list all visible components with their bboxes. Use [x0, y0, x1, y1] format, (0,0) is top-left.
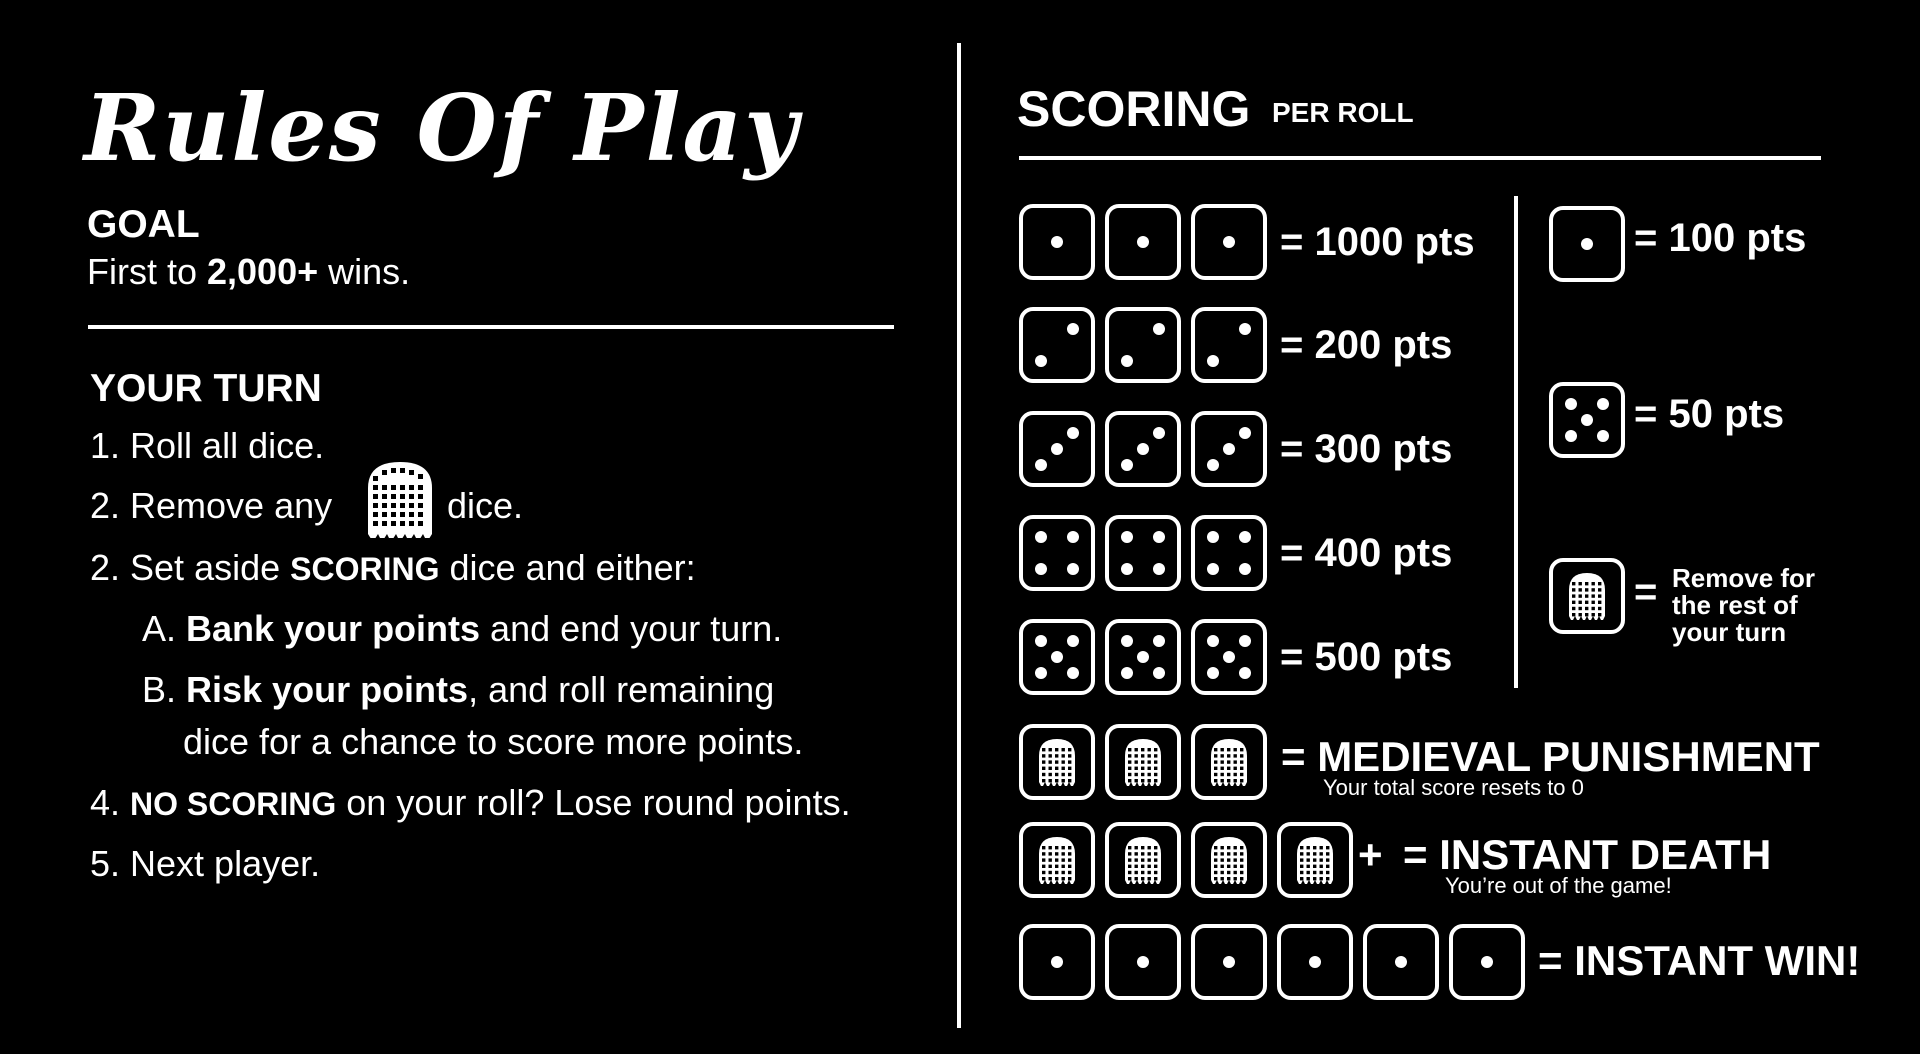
turn-step-2-pre: 2. Remove any	[90, 485, 333, 526]
scoring-row-label: = 300 pts	[1280, 427, 1453, 471]
die-face-3	[1105, 411, 1181, 487]
die-pips	[1109, 415, 1177, 483]
scoring-row-label: = 1000 pts	[1280, 220, 1475, 264]
turn-step-3-post: dice and either:	[439, 547, 696, 588]
die-face-1	[1191, 204, 1267, 280]
die-pip	[1035, 563, 1047, 575]
portcullis-icon	[1023, 826, 1091, 894]
die-pip	[1153, 635, 1165, 647]
die-pip	[1153, 531, 1165, 543]
turn-step-3	[90, 547, 696, 588]
die-face-1	[1191, 924, 1267, 1000]
die-pip	[1223, 236, 1235, 248]
die-pip	[1035, 355, 1047, 367]
rules-title: Rules Of Play	[84, 74, 800, 182]
portcullis-icon	[1109, 826, 1177, 894]
die-pip	[1067, 635, 1079, 647]
die-pip	[1067, 667, 1079, 679]
portcullis-icon	[364, 458, 436, 542]
die-pip	[1239, 563, 1251, 575]
die-pip	[1051, 236, 1063, 248]
die-face-5	[1019, 619, 1095, 695]
portcullis-icon	[1195, 728, 1263, 796]
turn-step-2-post: dice.	[447, 485, 524, 526]
die-face-3	[1191, 411, 1267, 487]
die-portcullis	[1549, 558, 1625, 634]
die-pip	[1153, 563, 1165, 575]
die-pip	[1239, 531, 1251, 543]
die-pips	[1109, 311, 1177, 379]
die-face-1	[1449, 924, 1525, 1000]
turn-step-a-bold: Bank your points	[186, 608, 481, 649]
die-pips	[1023, 208, 1091, 276]
turn-step-3-bold: SCORING	[290, 551, 440, 587]
turn-step-b	[142, 669, 775, 710]
die-pip	[1207, 459, 1219, 471]
die-pip	[1309, 956, 1321, 968]
death-plus: +	[1358, 831, 1383, 878]
die-pips	[1553, 386, 1621, 454]
turn-step-a-num: A.	[142, 608, 187, 649]
scoring-row-dice	[1019, 204, 1267, 280]
die-pip	[1239, 635, 1251, 647]
die-pip	[1051, 443, 1063, 455]
die-face-1	[1549, 206, 1625, 282]
die-pips	[1109, 928, 1177, 996]
die-pip	[1153, 323, 1165, 335]
turn-step-3-pre: 2. Set aside	[90, 547, 291, 588]
death-sub: You’re out of the game!	[1445, 873, 1672, 898]
scoring-row-label: = 500 pts	[1280, 635, 1453, 679]
death-dice	[1019, 822, 1353, 898]
die-portcullis	[1019, 822, 1095, 898]
die-face-2	[1105, 307, 1181, 383]
goal-text-pre: First to	[87, 251, 208, 292]
turn-step-a	[142, 608, 783, 649]
die-pips	[1023, 415, 1091, 483]
die-portcullis	[1191, 724, 1267, 800]
turn-step-4-num: 4.	[90, 782, 131, 823]
remove-text-line1: Remove for	[1672, 563, 1816, 593]
die-face-5	[1549, 382, 1625, 458]
die-pip	[1581, 414, 1593, 426]
die-pip	[1137, 236, 1149, 248]
death-label: = INSTANT DEATH	[1403, 831, 1772, 878]
die-pips	[1109, 623, 1177, 691]
single-die	[1549, 382, 1625, 458]
die-pip	[1207, 355, 1219, 367]
portcullis-icon	[1109, 728, 1177, 796]
turn-step-1: 1. Roll all dice.	[90, 425, 325, 466]
die-pips	[1453, 928, 1521, 996]
remove-text-line3: your turn	[1672, 617, 1787, 647]
die-pips	[1195, 623, 1263, 691]
remove-text-line2: the rest of	[1672, 590, 1798, 620]
die-pip	[1395, 956, 1407, 968]
scoring-heading: SCORING	[1017, 81, 1251, 137]
die-face-2	[1191, 307, 1267, 383]
punishment-dice	[1019, 724, 1267, 800]
goal-text-post: wins.	[318, 251, 411, 292]
die-pip	[1067, 563, 1079, 575]
die-pip	[1121, 563, 1133, 575]
die-face-5	[1105, 619, 1181, 695]
single-label: = 50 pts	[1634, 392, 1785, 436]
die-pip	[1597, 398, 1609, 410]
die-pip	[1121, 667, 1133, 679]
die-pip	[1239, 427, 1251, 439]
die-face-1	[1105, 204, 1181, 280]
die-pip	[1581, 238, 1593, 250]
turn-step-b-bold: Risk your points	[186, 669, 469, 710]
turn-step-4-post: on your roll? Lose round points.	[336, 782, 851, 823]
die-portcullis	[1105, 822, 1181, 898]
scoring-divider	[1019, 156, 1821, 160]
die-pips	[1195, 311, 1263, 379]
goal-text	[87, 251, 411, 292]
die-face-1	[1019, 204, 1095, 280]
turn-step-2	[90, 485, 333, 526]
die-pip	[1223, 443, 1235, 455]
die-pips	[1281, 928, 1349, 996]
punishment-sub: Your total score resets to 0	[1323, 775, 1584, 800]
remove-text	[1672, 565, 1815, 646]
scoring-subheading: PER ROLL	[1272, 97, 1414, 128]
goal-divider	[88, 325, 894, 329]
die-pip	[1137, 651, 1149, 663]
die-face-4	[1105, 515, 1181, 591]
die-pip	[1481, 956, 1493, 968]
die-pips	[1109, 208, 1177, 276]
die-pip	[1207, 667, 1219, 679]
die-pip	[1051, 651, 1063, 663]
die-face-2	[1019, 307, 1095, 383]
die-portcullis	[1277, 822, 1353, 898]
punishment-label: = MEDIEVAL PUNISHMENT	[1281, 733, 1820, 780]
die-pips	[1023, 311, 1091, 379]
die-pips	[1195, 208, 1263, 276]
die-pips	[1195, 928, 1263, 996]
die-pips	[1023, 623, 1091, 691]
die-pip	[1051, 956, 1063, 968]
die-pip	[1035, 531, 1047, 543]
turn-heading: YOUR TURN	[90, 367, 322, 410]
die-pip	[1121, 531, 1133, 543]
die-pip	[1067, 427, 1079, 439]
die-face-1	[1277, 924, 1353, 1000]
turn-step-5: 5. Next player.	[90, 843, 321, 884]
die-pip	[1121, 459, 1133, 471]
die-pip	[1153, 667, 1165, 679]
die-pip	[1565, 398, 1577, 410]
die-pip	[1035, 459, 1047, 471]
die-pip	[1153, 427, 1165, 439]
scoring-row-dice	[1019, 307, 1267, 383]
scoring-row-label: = 200 pts	[1280, 323, 1453, 367]
die-pip	[1239, 323, 1251, 335]
remove-eq: =	[1634, 570, 1658, 614]
die-pip	[1239, 667, 1251, 679]
die-pip	[1207, 563, 1219, 575]
die-face-1	[1105, 924, 1181, 1000]
die-pip	[1067, 323, 1079, 335]
single-die	[1549, 206, 1625, 282]
die-pip	[1035, 667, 1047, 679]
die-portcullis	[1191, 822, 1267, 898]
turn-step-b-post: , and roll remaining	[468, 669, 775, 710]
win-dice	[1019, 924, 1525, 1000]
die-pip	[1137, 443, 1149, 455]
die-pip	[1207, 635, 1219, 647]
die-portcullis	[1105, 724, 1181, 800]
scoring-row-dice	[1019, 619, 1267, 695]
die-pips	[1023, 519, 1091, 587]
win-label: = INSTANT WIN!	[1538, 937, 1861, 984]
die-face-3	[1019, 411, 1095, 487]
die-pip	[1121, 355, 1133, 367]
die-pip	[1223, 651, 1235, 663]
die-pip	[1565, 430, 1577, 442]
goal-heading: GOAL	[87, 203, 200, 246]
turn-step-b-num: B.	[142, 669, 187, 710]
die-face-1	[1363, 924, 1439, 1000]
die-pip	[1121, 635, 1133, 647]
die-pips	[1367, 928, 1435, 996]
scoring-row-dice	[1019, 515, 1267, 591]
die-pips	[1195, 519, 1263, 587]
die-pips	[1553, 210, 1621, 278]
turn-step-a-post: and end your turn.	[480, 608, 783, 649]
portcullis-icon	[1553, 562, 1621, 630]
die-pips	[1023, 928, 1091, 996]
die-face-1	[1019, 924, 1095, 1000]
portcullis-icon	[1195, 826, 1263, 894]
turn-step-4	[90, 782, 851, 823]
die-pip	[1223, 956, 1235, 968]
scoring-row-dice	[1019, 411, 1267, 487]
turn-step-4-bold: NO SCORING	[130, 786, 337, 822]
die-pip	[1207, 531, 1219, 543]
scoring-row-label: = 400 pts	[1280, 531, 1453, 575]
portcullis-icon	[1281, 826, 1349, 894]
die-pip	[1067, 531, 1079, 543]
die-pip	[1035, 635, 1047, 647]
die-pip	[1137, 956, 1149, 968]
die-portcullis	[1019, 724, 1095, 800]
goal-target: 2,000+	[207, 251, 319, 292]
die-face-4	[1191, 515, 1267, 591]
die-pips	[1109, 519, 1177, 587]
remove-die	[1549, 558, 1625, 634]
center-divider	[957, 43, 961, 1028]
scoring-column-divider	[1514, 196, 1518, 688]
die-face-5	[1191, 619, 1267, 695]
portcullis-icon	[1023, 728, 1091, 796]
die-pip	[1597, 430, 1609, 442]
single-label: = 100 pts	[1634, 216, 1807, 260]
turn-step-b-line2: dice for a chance to score more points.	[183, 721, 804, 762]
die-pips	[1195, 415, 1263, 483]
die-face-4	[1019, 515, 1095, 591]
